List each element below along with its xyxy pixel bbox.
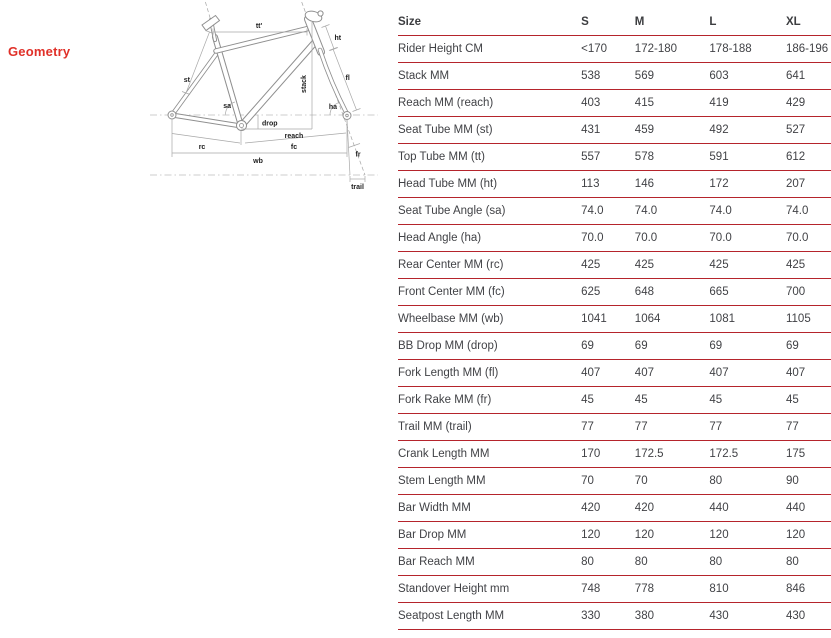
cell-xl: 120 — [786, 522, 831, 549]
cell-m: 77 — [635, 414, 710, 441]
cell-s: 403 — [581, 90, 635, 117]
cell-l: 178-188 — [709, 36, 786, 63]
cell-l: 407 — [709, 360, 786, 387]
cell-xl: 80 — [786, 549, 831, 576]
row-label: Reach MM (reach) — [398, 90, 581, 117]
cell-s: 77 — [581, 414, 635, 441]
row-label: Bar Width MM — [398, 495, 581, 522]
row-label: Top Tube MM (tt) — [398, 144, 581, 171]
column-header-s: S — [581, 9, 635, 36]
cell-s: 70.0 — [581, 225, 635, 252]
cell-l: 1081 — [709, 306, 786, 333]
cell-m: 1064 — [635, 306, 710, 333]
cell-xl: 440 — [786, 495, 831, 522]
cell-l: 120 — [709, 522, 786, 549]
column-header-m: M — [635, 9, 710, 36]
cell-m: 578 — [635, 144, 710, 171]
row-label: BB Drop MM (drop) — [398, 333, 581, 360]
row-label: Head Angle (ha) — [398, 225, 581, 252]
table-row — [398, 360, 831, 387]
cell-s: 69 — [581, 333, 635, 360]
row-label: Seat Tube Angle (sa) — [398, 198, 581, 225]
column-header-size: Size — [398, 9, 581, 36]
cell-m: 648 — [635, 279, 710, 306]
row-label: Seat Tube MM (st) — [398, 117, 581, 144]
cell-xl: 430 — [786, 603, 831, 630]
row-label: Trail MM (trail) — [398, 414, 581, 441]
cell-l: 810 — [709, 576, 786, 603]
cell-l: 591 — [709, 144, 786, 171]
cell-l: 80 — [709, 468, 786, 495]
cell-l: 172 — [709, 171, 786, 198]
cell-s: 431 — [581, 117, 635, 144]
cell-m: 70.0 — [635, 225, 710, 252]
cell-s: 748 — [581, 576, 635, 603]
diagram-label-fr: fr — [355, 151, 361, 159]
table-row — [398, 549, 831, 576]
table-row — [398, 495, 831, 522]
cell-m: 120 — [635, 522, 710, 549]
cell-m: 172-180 — [635, 36, 710, 63]
column-header-l: L — [709, 9, 786, 36]
section-title: Geometry — [8, 44, 71, 59]
table-row — [398, 225, 831, 252]
table-row — [398, 198, 831, 225]
cell-l: 74.0 — [709, 198, 786, 225]
cell-xl: 612 — [786, 144, 831, 171]
cell-l: 603 — [709, 63, 786, 90]
cell-m: 407 — [635, 360, 710, 387]
cell-s: 330 — [581, 603, 635, 630]
cell-xl: 641 — [786, 63, 831, 90]
cell-s: 80 — [581, 549, 635, 576]
cell-xl: 74.0 — [786, 198, 831, 225]
cell-xl: 77 — [786, 414, 831, 441]
cell-m: 459 — [635, 117, 710, 144]
cell-s: 420 — [581, 495, 635, 522]
cell-s: 1041 — [581, 306, 635, 333]
diagram-label-sa: sa — [223, 103, 231, 110]
row-label: Head Tube MM (ht) — [398, 171, 581, 198]
cell-xl: 700 — [786, 279, 831, 306]
diagram-label-fc: fc — [290, 144, 298, 151]
table-row — [398, 306, 831, 333]
diagram-label-ha: ha — [328, 104, 338, 111]
diagram-label-rc: rc — [198, 144, 206, 151]
diagram-label-st: st — [183, 77, 190, 84]
table-row — [398, 63, 831, 90]
diagram-label-fl: fl — [345, 75, 350, 82]
cell-m: 569 — [635, 63, 710, 90]
table-row — [398, 522, 831, 549]
cell-m: 425 — [635, 252, 710, 279]
cell-xl: 407 — [786, 360, 831, 387]
cell-l: 69 — [709, 333, 786, 360]
diagram-label-stack: stack — [301, 75, 308, 93]
diagram-label-trail: trail — [351, 184, 364, 191]
row-label: Wheelbase MM (wb) — [398, 306, 581, 333]
cell-l: 492 — [709, 117, 786, 144]
diagram-label-drop: drop — [262, 120, 278, 128]
row-label: Crank Length MM — [398, 441, 581, 468]
cell-l: 425 — [709, 252, 786, 279]
cell-xl: 207 — [786, 171, 831, 198]
column-header-xl: XL — [786, 9, 831, 36]
row-label: Stack MM — [398, 63, 581, 90]
table-row — [398, 171, 831, 198]
table-row — [398, 36, 831, 63]
cell-l: 440 — [709, 495, 786, 522]
table-row — [398, 441, 831, 468]
cell-s: 425 — [581, 252, 635, 279]
cell-xl: 45 — [786, 387, 831, 414]
cell-s: <170 — [581, 36, 635, 63]
cell-l: 419 — [709, 90, 786, 117]
cell-l: 430 — [709, 603, 786, 630]
cell-s: 113 — [581, 171, 635, 198]
cell-xl: 69 — [786, 333, 831, 360]
cell-l: 77 — [709, 414, 786, 441]
cell-l: 80 — [709, 549, 786, 576]
cell-m: 420 — [635, 495, 710, 522]
dimension-lines — [172, 22, 365, 182]
cell-m: 172.5 — [635, 441, 710, 468]
cell-s: 557 — [581, 144, 635, 171]
diagram-label-reach: reach — [284, 133, 304, 140]
row-label: Rider Height CM — [398, 36, 581, 63]
cell-m: 415 — [635, 90, 710, 117]
cell-xl: 846 — [786, 576, 831, 603]
row-label: Standover Height mm — [398, 576, 581, 603]
cell-s: 120 — [581, 522, 635, 549]
row-label: Fork Rake MM (fr) — [398, 387, 581, 414]
cell-l: 172.5 — [709, 441, 786, 468]
row-label: Rear Center MM (rc) — [398, 252, 581, 279]
table-row — [398, 90, 831, 117]
row-label: Bar Drop MM — [398, 522, 581, 549]
table-row — [398, 603, 831, 630]
diagram-label-tt: tt' — [255, 23, 263, 30]
geometry-table — [398, 9, 831, 630]
table-row — [398, 117, 831, 144]
cell-l: 45 — [709, 387, 786, 414]
cell-s: 74.0 — [581, 198, 635, 225]
cell-xl: 527 — [786, 117, 831, 144]
table-row — [398, 333, 831, 360]
cell-m: 45 — [635, 387, 710, 414]
cell-m: 70 — [635, 468, 710, 495]
cell-m: 74.0 — [635, 198, 710, 225]
cell-s: 538 — [581, 63, 635, 90]
table-row — [398, 414, 831, 441]
table-row — [398, 576, 831, 603]
cell-m: 146 — [635, 171, 710, 198]
cell-xl: 175 — [786, 441, 831, 468]
diagram-label-ht: ht — [334, 35, 342, 42]
cell-xl: 70.0 — [786, 225, 831, 252]
cell-xl: 425 — [786, 252, 831, 279]
table-header-row — [398, 9, 831, 36]
row-label: Bar Reach MM — [398, 549, 581, 576]
table-row — [398, 279, 831, 306]
cell-xl: 1105 — [786, 306, 831, 333]
row-label: Seatpost Length MM — [398, 603, 581, 630]
table-row — [398, 387, 831, 414]
table-row — [398, 468, 831, 495]
table-row — [398, 144, 831, 171]
cell-l: 665 — [709, 279, 786, 306]
cell-s: 625 — [581, 279, 635, 306]
cell-s: 70 — [581, 468, 635, 495]
cell-xl: 186-196 — [786, 36, 831, 63]
cell-s: 170 — [581, 441, 635, 468]
cell-m: 778 — [635, 576, 710, 603]
row-label: Stem Length MM — [398, 468, 581, 495]
bike-geometry-diagram — [148, 0, 398, 200]
row-label: Front Center MM (fc) — [398, 279, 581, 306]
row-label: Fork Length MM (fl) — [398, 360, 581, 387]
table-row — [398, 252, 831, 279]
cell-xl: 90 — [786, 468, 831, 495]
cell-m: 80 — [635, 549, 710, 576]
cell-s: 407 — [581, 360, 635, 387]
cell-m: 380 — [635, 603, 710, 630]
cell-xl: 429 — [786, 90, 831, 117]
cell-s: 45 — [581, 387, 635, 414]
cell-l: 70.0 — [709, 225, 786, 252]
cell-m: 69 — [635, 333, 710, 360]
diagram-label-wb: wb — [253, 158, 263, 165]
